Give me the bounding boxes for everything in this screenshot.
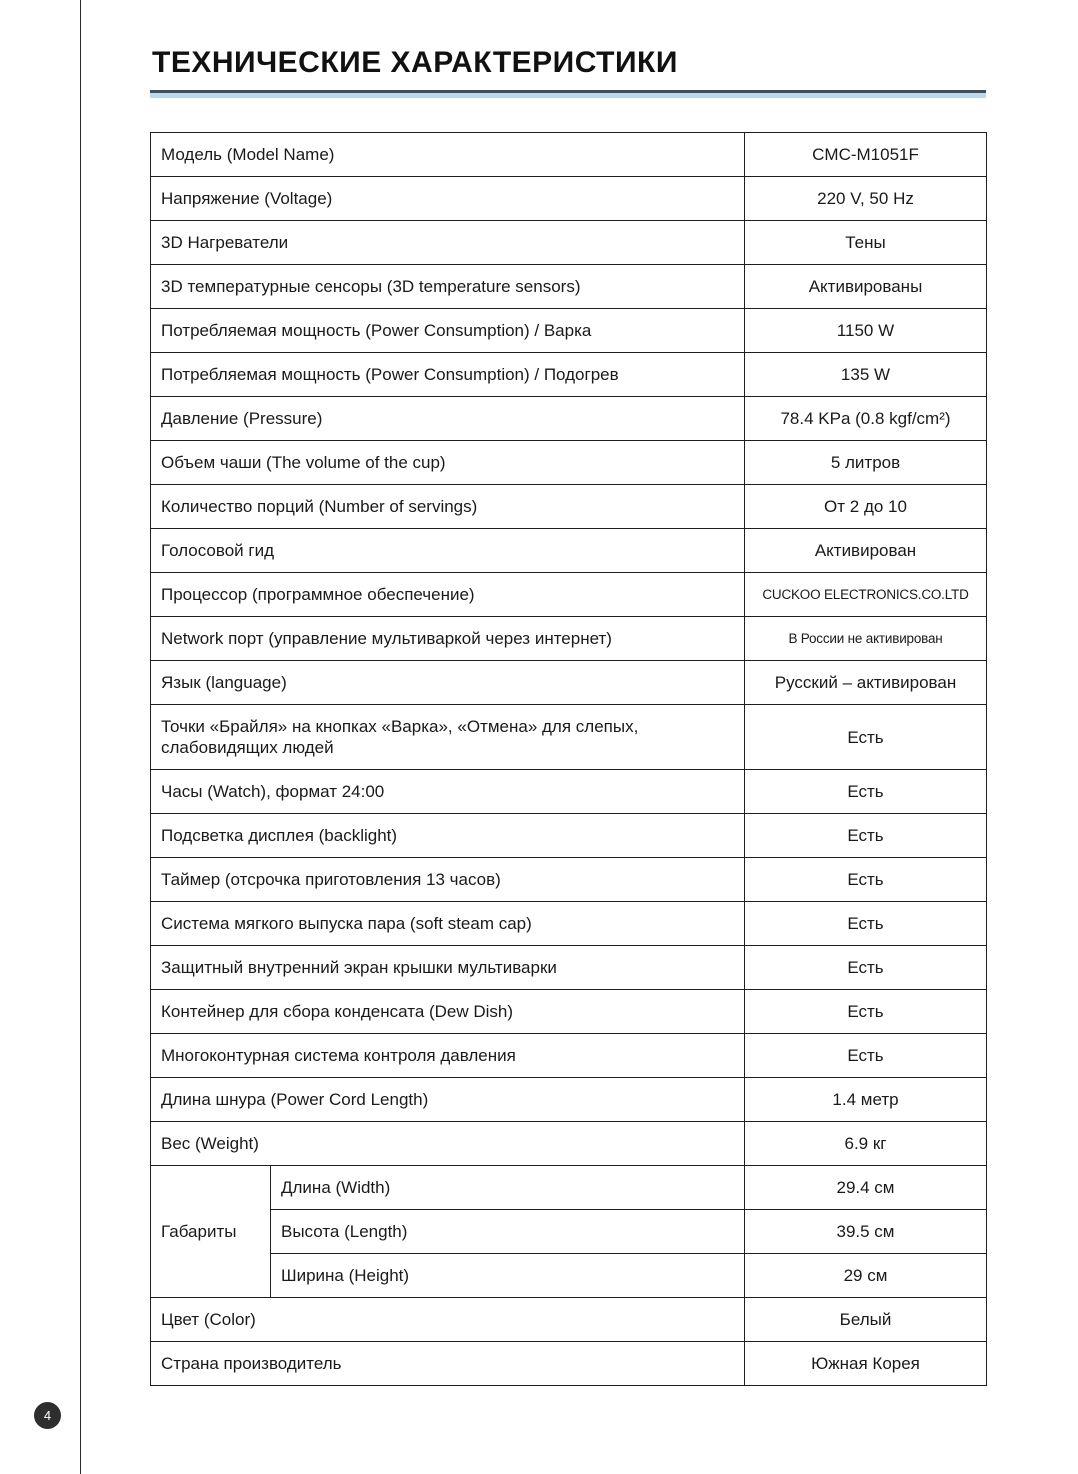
spec-label: Язык (language): [151, 661, 745, 705]
table-row: [151, 1122, 987, 1166]
table-row: [151, 705, 987, 770]
spec-value: Активированы: [745, 265, 987, 309]
spec-value: Есть: [745, 770, 987, 814]
spec-label: Потребляемая мощность (Power Consumption) / Варка: [151, 309, 745, 353]
table-row: [151, 529, 987, 573]
spec-label: Network порт (управление мультиваркой через интернет): [151, 617, 745, 661]
table-row: [151, 617, 987, 661]
spec-label: Давление (Pressure): [151, 397, 745, 441]
spec-value: 39.5 см: [745, 1210, 987, 1254]
spec-value: Белый: [745, 1298, 987, 1342]
title-rule-light: [150, 93, 986, 98]
page-number: 4: [43, 1408, 52, 1423]
spec-label: Модель (Model Name): [151, 133, 745, 177]
page-content: [150, 0, 986, 1386]
spec-sublabel: Высота (Length): [271, 1210, 745, 1254]
page-title: ТЕХНИЧЕСКИЕ ХАРАКТЕРИСТИКИ: [152, 46, 678, 79]
table-row: [151, 1342, 987, 1386]
spec-label: Часы (Watch), формат 24:00: [151, 770, 745, 814]
spec-label: Защитный внутренний экран крышки мультиварки: [151, 946, 745, 990]
spec-label: 3D Нагреватели: [151, 221, 745, 265]
spec-label: Подсветка дисплея (backlight): [151, 814, 745, 858]
spec-value: Есть: [745, 814, 987, 858]
spec-value: 220 V, 50 Hz: [745, 177, 987, 221]
spec-table-body: [151, 133, 987, 1386]
table-row: [151, 770, 987, 814]
table-row: [151, 573, 987, 617]
page-number-badge: [34, 1402, 61, 1429]
spec-value: 1.4 метр: [745, 1078, 987, 1122]
spec-label: Таймер (отсрочка приготовления 13 часов): [151, 858, 745, 902]
spec-value: CUCKOO ELECTRONICS.CO.LTD: [745, 573, 987, 617]
spec-label: Контейнер для сбора конденсата (Dew Dish): [151, 990, 745, 1034]
spec-label: Длина шнура (Power Cord Length): [151, 1078, 745, 1122]
spec-sublabel: Длина (Width): [271, 1166, 745, 1210]
spec-value: 29.4 см: [745, 1166, 987, 1210]
table-row: [151, 661, 987, 705]
spec-label: Многоконтурная система контроля давления: [151, 1034, 745, 1078]
table-row: [151, 902, 987, 946]
spec-value: 5 литров: [745, 441, 987, 485]
table-row: [151, 309, 987, 353]
spec-value: Южная Корея: [745, 1342, 987, 1386]
spec-label: Процессор (программное обеспечение): [151, 573, 745, 617]
table-row: [151, 1298, 987, 1342]
spec-value: Есть: [745, 946, 987, 990]
table-row: [151, 990, 987, 1034]
table-row: [151, 265, 987, 309]
table-row: [151, 441, 987, 485]
spec-value: 1150 W: [745, 309, 987, 353]
spec-value: Есть: [745, 705, 987, 770]
spec-label: Количество порций (Number of servings): [151, 485, 745, 529]
spec-value: Есть: [745, 990, 987, 1034]
table-row: [151, 814, 987, 858]
table-row: [151, 1166, 987, 1210]
spec-label: Цвет (Color): [151, 1298, 745, 1342]
spec-value: Активирован: [745, 529, 987, 573]
spec-label: Система мягкого выпуска пара (soft steam cap): [151, 902, 745, 946]
spec-label: Напряжение (Voltage): [151, 177, 745, 221]
spec-table: [150, 132, 987, 1386]
spec-value: 29 см: [745, 1254, 987, 1298]
table-row: [151, 133, 987, 177]
spec-value: В России не активирован: [745, 617, 987, 661]
spec-value: 6.9 кг: [745, 1122, 987, 1166]
table-row: [151, 397, 987, 441]
spec-value: Тены: [745, 221, 987, 265]
spec-value: 78.4 KPa (0.8 kgf/cm²): [745, 397, 987, 441]
spec-value: Русский – активирован: [745, 661, 987, 705]
table-row: [151, 485, 987, 529]
spec-label: Вес (Weight): [151, 1122, 745, 1166]
spec-sublabel: Ширина (Height): [271, 1254, 745, 1298]
spec-label: Голосовой гид: [151, 529, 745, 573]
table-row: [151, 946, 987, 990]
table-row: [151, 1034, 987, 1078]
spec-value: Есть: [745, 1034, 987, 1078]
table-row: [151, 177, 987, 221]
spec-value: 135 W: [745, 353, 987, 397]
table-row: [151, 1210, 987, 1254]
table-row: [151, 858, 987, 902]
table-row: [151, 1078, 987, 1122]
spec-label: Потребляемая мощность (Power Consumption) / Подогрев: [151, 353, 745, 397]
spec-value: CMC-M1051F: [745, 133, 987, 177]
spec-value: От 2 до 10: [745, 485, 987, 529]
spec-label: Точки «Брайля» на кнопках «Варка», «Отмена» для слепых, слабовидящих людей: [151, 705, 745, 770]
spec-group-label: Габариты: [151, 1166, 271, 1298]
table-row: [151, 1254, 987, 1298]
spec-label: 3D температурные сенсоры (3D temperature sensors): [151, 265, 745, 309]
spec-value: Есть: [745, 858, 987, 902]
table-row: [151, 221, 987, 265]
spec-label: Страна производитель: [151, 1342, 745, 1386]
spec-value: Есть: [745, 902, 987, 946]
table-row: [151, 353, 987, 397]
page-fold-line: [80, 0, 81, 1474]
spec-label: Объем чаши (The volume of the cup): [151, 441, 745, 485]
